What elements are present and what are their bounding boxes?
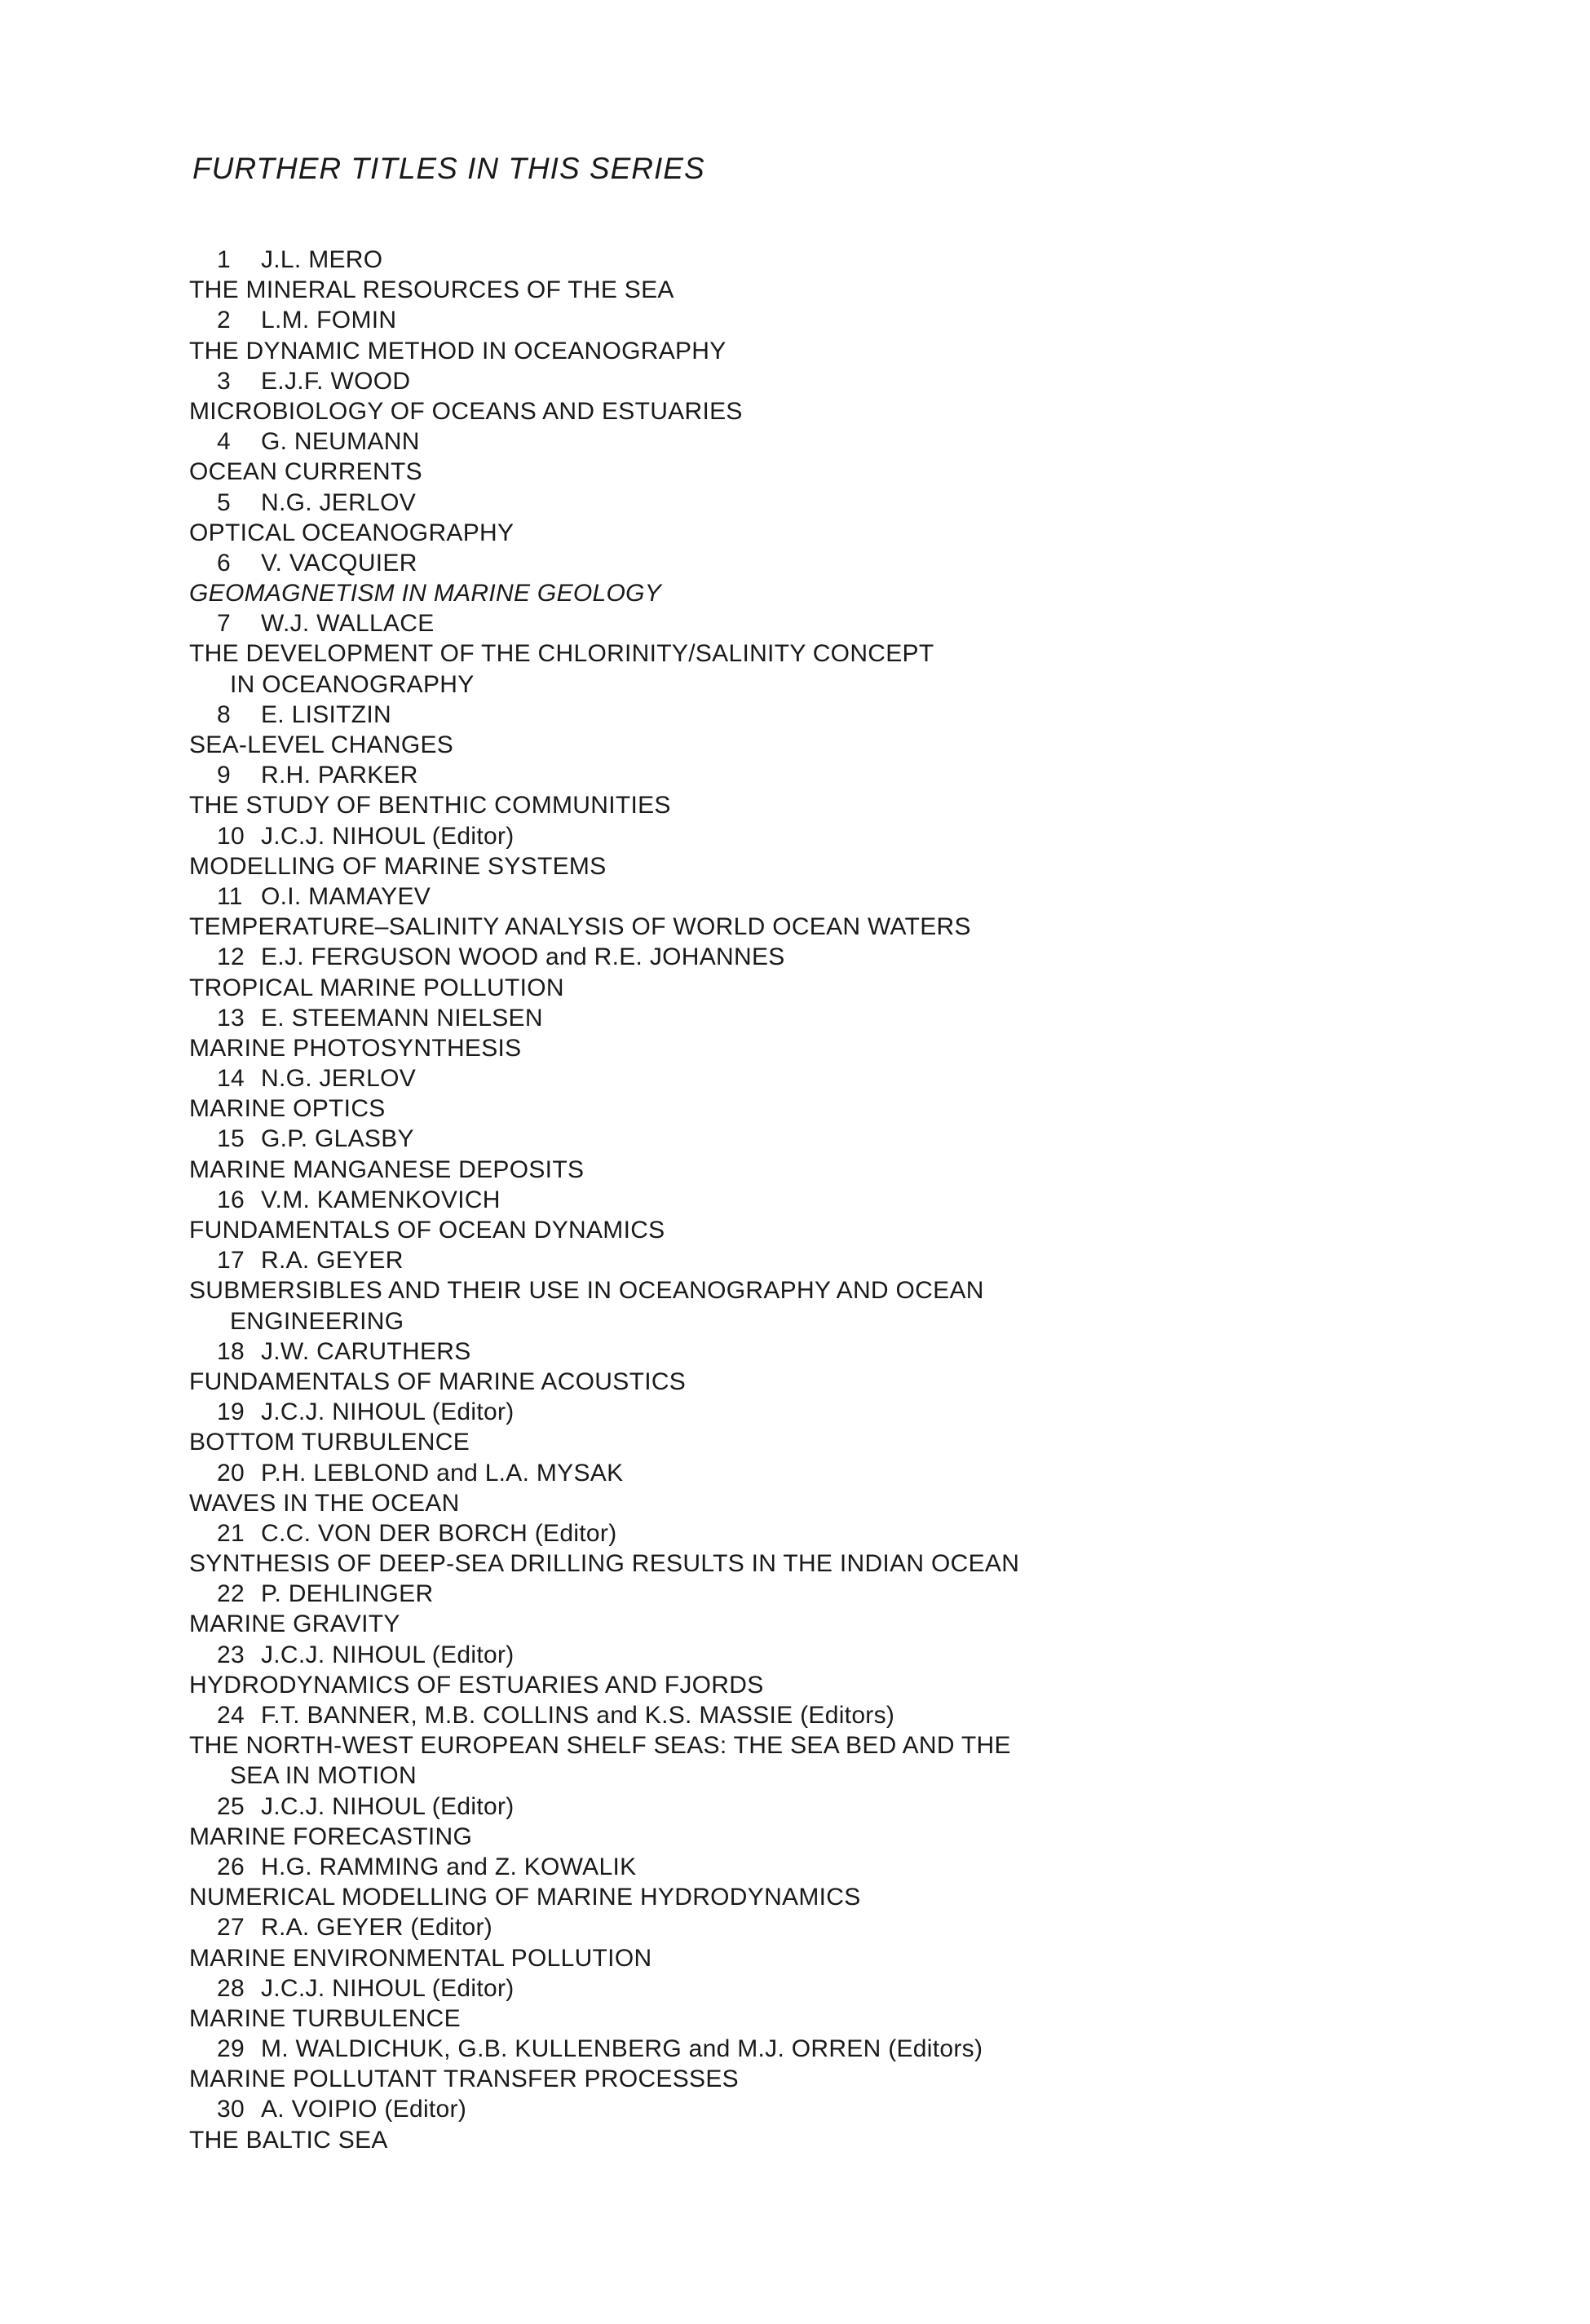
entry-title: MODELLING OF MARINE SYSTEMS (189, 852, 607, 880)
entry-title: HYDRODYNAMICS OF ESTUARIES AND FJORDS (189, 1671, 764, 1699)
entry-author-line (0, 1063, 1590, 1094)
entry-title: MARINE MANGANESE DEPOSITS (189, 1155, 585, 1183)
series-entry (0, 1003, 1590, 1063)
entry-title: NUMERICAL MODELLING OF MARINE HYDRODYNAMICS (189, 1884, 861, 1911)
entry-authors: L.M. FOMIN (261, 307, 397, 334)
entry-title: SUBMERSIBLES AND THEIR USE IN OCEANOGRAPHY AND OCEAN (189, 1277, 984, 1305)
series-entry (0, 1792, 1590, 1852)
entry-title: FUNDAMENTALS OF OCEAN DYNAMICS (189, 1217, 665, 1244)
entry-title: SEA-LEVEL CHANGES (189, 731, 454, 758)
series-entry (0, 1124, 1590, 1184)
entry-number: 12 (217, 943, 245, 971)
entry-authors: J.C.J. NIHOUL (Editor) (261, 822, 515, 850)
entry-title: OCEAN CURRENTS (189, 458, 422, 486)
entry-authors: V. VACQUIER (261, 549, 417, 577)
entry-author-line (0, 1124, 1590, 1154)
series-entry (0, 608, 1590, 700)
entry-number: 4 (217, 428, 231, 456)
entry-authors: P.H. LEBLOND and L.A. MYSAK (261, 1459, 624, 1487)
series-entry (0, 488, 1590, 548)
series-entry (0, 821, 1590, 881)
entry-number: 26 (217, 1853, 245, 1880)
series-entry (0, 1063, 1590, 1124)
entry-author-line (0, 1518, 1590, 1549)
entry-authors: N.G. JERLOV (261, 1065, 417, 1093)
entry-number: 7 (217, 610, 231, 638)
series-entry (0, 700, 1590, 760)
entry-author-line (0, 1185, 1590, 1215)
entry-title: MARINE FORECASTING (189, 1823, 473, 1850)
entry-authors: P. DEHLINGER (261, 1580, 434, 1608)
series-entry (0, 1458, 1590, 1518)
entry-title: MICROBIOLOGY OF OCEANS AND ESTUARIES (189, 397, 743, 425)
entry-number: 6 (217, 549, 231, 577)
series-entry (0, 426, 1590, 487)
entry-authors: G.P. GLASBY (261, 1125, 414, 1153)
entry-authors: N.G. JERLOV (261, 488, 417, 516)
entry-number: 17 (217, 1247, 245, 1275)
entry-title: MARINE GRAVITY (189, 1610, 400, 1638)
entry-title-continuation: ENGINEERING (230, 1307, 404, 1335)
entry-number: 27 (217, 1914, 245, 1942)
entry-number: 22 (217, 1580, 245, 1608)
series-entry (0, 245, 1590, 305)
entry-title: GEOMAGNETISM IN MARINE GEOLOGY (189, 580, 662, 608)
series-entry (0, 1700, 1590, 1792)
entry-author-line (0, 2094, 1590, 2124)
entry-title: WAVES IN THE OCEAN (189, 1489, 460, 1517)
entry-number: 14 (217, 1065, 245, 1093)
entry-number: 21 (217, 1519, 245, 1547)
entry-title: FUNDAMENTALS OF MARINE ACOUSTICS (189, 1367, 687, 1395)
entry-number: 9 (217, 762, 231, 789)
entry-authors: A. VOIPIO (Editor) (261, 2096, 467, 2123)
entry-title: OPTICAL OCEANOGRAPHY (189, 519, 515, 546)
series-entry (0, 548, 1590, 608)
entry-author-line (0, 1337, 1590, 1367)
entry-title: THE STUDY OF BENTHIC COMMUNITIES (189, 792, 671, 820)
entry-number: 20 (217, 1459, 245, 1487)
entry-author-line (0, 305, 1590, 335)
entry-author-line (0, 942, 1590, 972)
entry-title: THE DEVELOPMENT OF THE CHLORINITY/SALINITY CONCEPT (189, 640, 934, 668)
series-entry (0, 366, 1590, 426)
series-entry (0, 760, 1590, 820)
entry-authors: F.T. BANNER, M.B. COLLINS and K.S. MASSIE (Editors) (261, 1702, 895, 1729)
entry-author-line (0, 548, 1590, 578)
series-entry (0, 1397, 1590, 1457)
entry-authors: J.W. CARUTHERS (261, 1337, 471, 1365)
series-entry (0, 1852, 1590, 1912)
entry-title-continuation: IN OCEANOGRAPHY (230, 670, 475, 698)
series-entry (0, 1185, 1590, 1245)
entry-author-line (0, 426, 1590, 457)
entry-number: 23 (217, 1641, 245, 1668)
entry-title: THE DYNAMIC METHOD IN OCEANOGRAPHY (189, 337, 727, 365)
entry-title: SYNTHESIS OF DEEP-SEA DRILLING RESULTS IN THE INDIAN OCEAN (189, 1550, 1020, 1578)
entry-title: MARINE OPTICS (189, 1095, 386, 1123)
entry-authors: J.C.J. NIHOUL (Editor) (261, 1974, 515, 2002)
entry-number: 30 (217, 2096, 245, 2123)
entry-author-line (0, 881, 1590, 912)
entry-author-line (0, 821, 1590, 851)
series-entry (0, 2034, 1590, 2094)
entry-author-line (0, 1973, 1590, 2004)
entry-author-line (0, 1458, 1590, 1488)
entry-author-line (0, 1397, 1590, 1427)
series-entry (0, 1912, 1590, 1973)
entry-title-continuation: SEA IN MOTION (230, 1762, 417, 1790)
series-entry (0, 1245, 1590, 1337)
entry-number: 15 (217, 1125, 245, 1153)
entry-author-line (0, 1700, 1590, 1730)
entry-author-line (0, 1245, 1590, 1275)
series-entry (0, 1973, 1590, 2034)
entry-author-line (0, 1912, 1590, 1942)
entry-authors: O.I. MAMAYEV (261, 882, 431, 910)
entry-author-line (0, 608, 1590, 638)
entry-authors: W.J. WALLACE (261, 610, 435, 638)
entry-title: BOTTOM TURBULENCE (189, 1429, 470, 1456)
series-entry (0, 881, 1590, 942)
entry-number: 29 (217, 2035, 245, 2063)
entry-number: 1 (217, 246, 231, 273)
entry-authors: G. NEUMANN (261, 428, 420, 456)
entry-authors: J.C.J. NIHOUL (Editor) (261, 1398, 515, 1426)
entry-author-line (0, 700, 1590, 730)
entry-authors: H.G. RAMMING and Z. KOWALIK (261, 1853, 637, 1880)
entry-author-line (0, 488, 1590, 518)
entry-number: 13 (217, 1004, 245, 1032)
series-list (0, 245, 1590, 2155)
entry-author-line (0, 1792, 1590, 1822)
entry-author-line (0, 245, 1590, 275)
entry-title: MARINE TURBULENCE (189, 2004, 461, 2032)
entry-authors: R.H. PARKER (261, 762, 418, 789)
entry-authors: V.M. KAMENKOVICH (261, 1186, 501, 1213)
series-entry (0, 1337, 1590, 1397)
entry-authors: J.C.J. NIHOUL (Editor) (261, 1792, 515, 1820)
entry-number: 18 (217, 1337, 245, 1365)
entry-number: 19 (217, 1398, 245, 1426)
entry-number: 8 (217, 700, 231, 728)
series-entry (0, 1640, 1590, 1700)
entry-title: THE NORTH-WEST EUROPEAN SHELF SEAS: THE SEA BED AND THE (189, 1732, 1011, 1760)
entry-author-line (0, 1003, 1590, 1033)
entry-authors: R.A. GEYER (Editor) (261, 1914, 493, 1942)
entry-authors: J.L. MERO (261, 246, 383, 273)
entry-number: 2 (217, 307, 231, 334)
entry-authors: E. STEEMANN NIELSEN (261, 1004, 543, 1032)
entry-number: 16 (217, 1186, 245, 1213)
series-entry (0, 1518, 1590, 1579)
entry-title: TEMPERATURE–SALINITY ANALYSIS OF WORLD OCEAN WATERS (189, 913, 971, 941)
entry-title: MARINE PHOTOSYNTHESIS (189, 1034, 522, 1062)
series-entry (0, 942, 1590, 1002)
entry-author-line (0, 1640, 1590, 1670)
entry-authors: J.C.J. NIHOUL (Editor) (261, 1641, 515, 1668)
entry-number: 28 (217, 1974, 245, 2002)
entry-authors: E.J. FERGUSON WOOD and R.E. JOHANNES (261, 943, 785, 971)
entry-number: 3 (217, 367, 231, 395)
entry-title: THE BALTIC SEA (189, 2126, 388, 2154)
entry-author-line (0, 2034, 1590, 2064)
entry-authors: M. WALDICHUK, G.B. KULLENBERG and M.J. ORREN (Editors) (261, 2035, 983, 2063)
entry-title: TROPICAL MARINE POLLUTION (189, 974, 564, 1001)
entry-authors: E.J.F. WOOD (261, 367, 411, 395)
page-heading: FURTHER TITLES IN THIS SERIES (192, 152, 705, 185)
entry-author-line (0, 366, 1590, 396)
entry-author-line (0, 1852, 1590, 1882)
entry-title: MARINE POLLUTANT TRANSFER PROCESSES (189, 2066, 739, 2093)
entry-number: 25 (217, 1792, 245, 1820)
series-entry (0, 305, 1590, 365)
entry-author-line (0, 1579, 1590, 1609)
series-entry (0, 2094, 1590, 2154)
entry-authors: C.C. VON DER BORCH (Editor) (261, 1519, 617, 1547)
entry-number: 11 (217, 882, 243, 910)
entry-authors: R.A. GEYER (261, 1247, 404, 1275)
entry-author-line (0, 760, 1590, 790)
series-entry (0, 1579, 1590, 1639)
entry-number: 10 (217, 822, 245, 850)
entry-authors: E. LISITZIN (261, 700, 391, 728)
entry-title: THE MINERAL RESOURCES OF THE SEA (189, 276, 674, 304)
entry-number: 5 (217, 488, 231, 516)
entry-title: MARINE ENVIRONMENTAL POLLUTION (189, 1944, 652, 1972)
entry-number: 24 (217, 1702, 245, 1729)
